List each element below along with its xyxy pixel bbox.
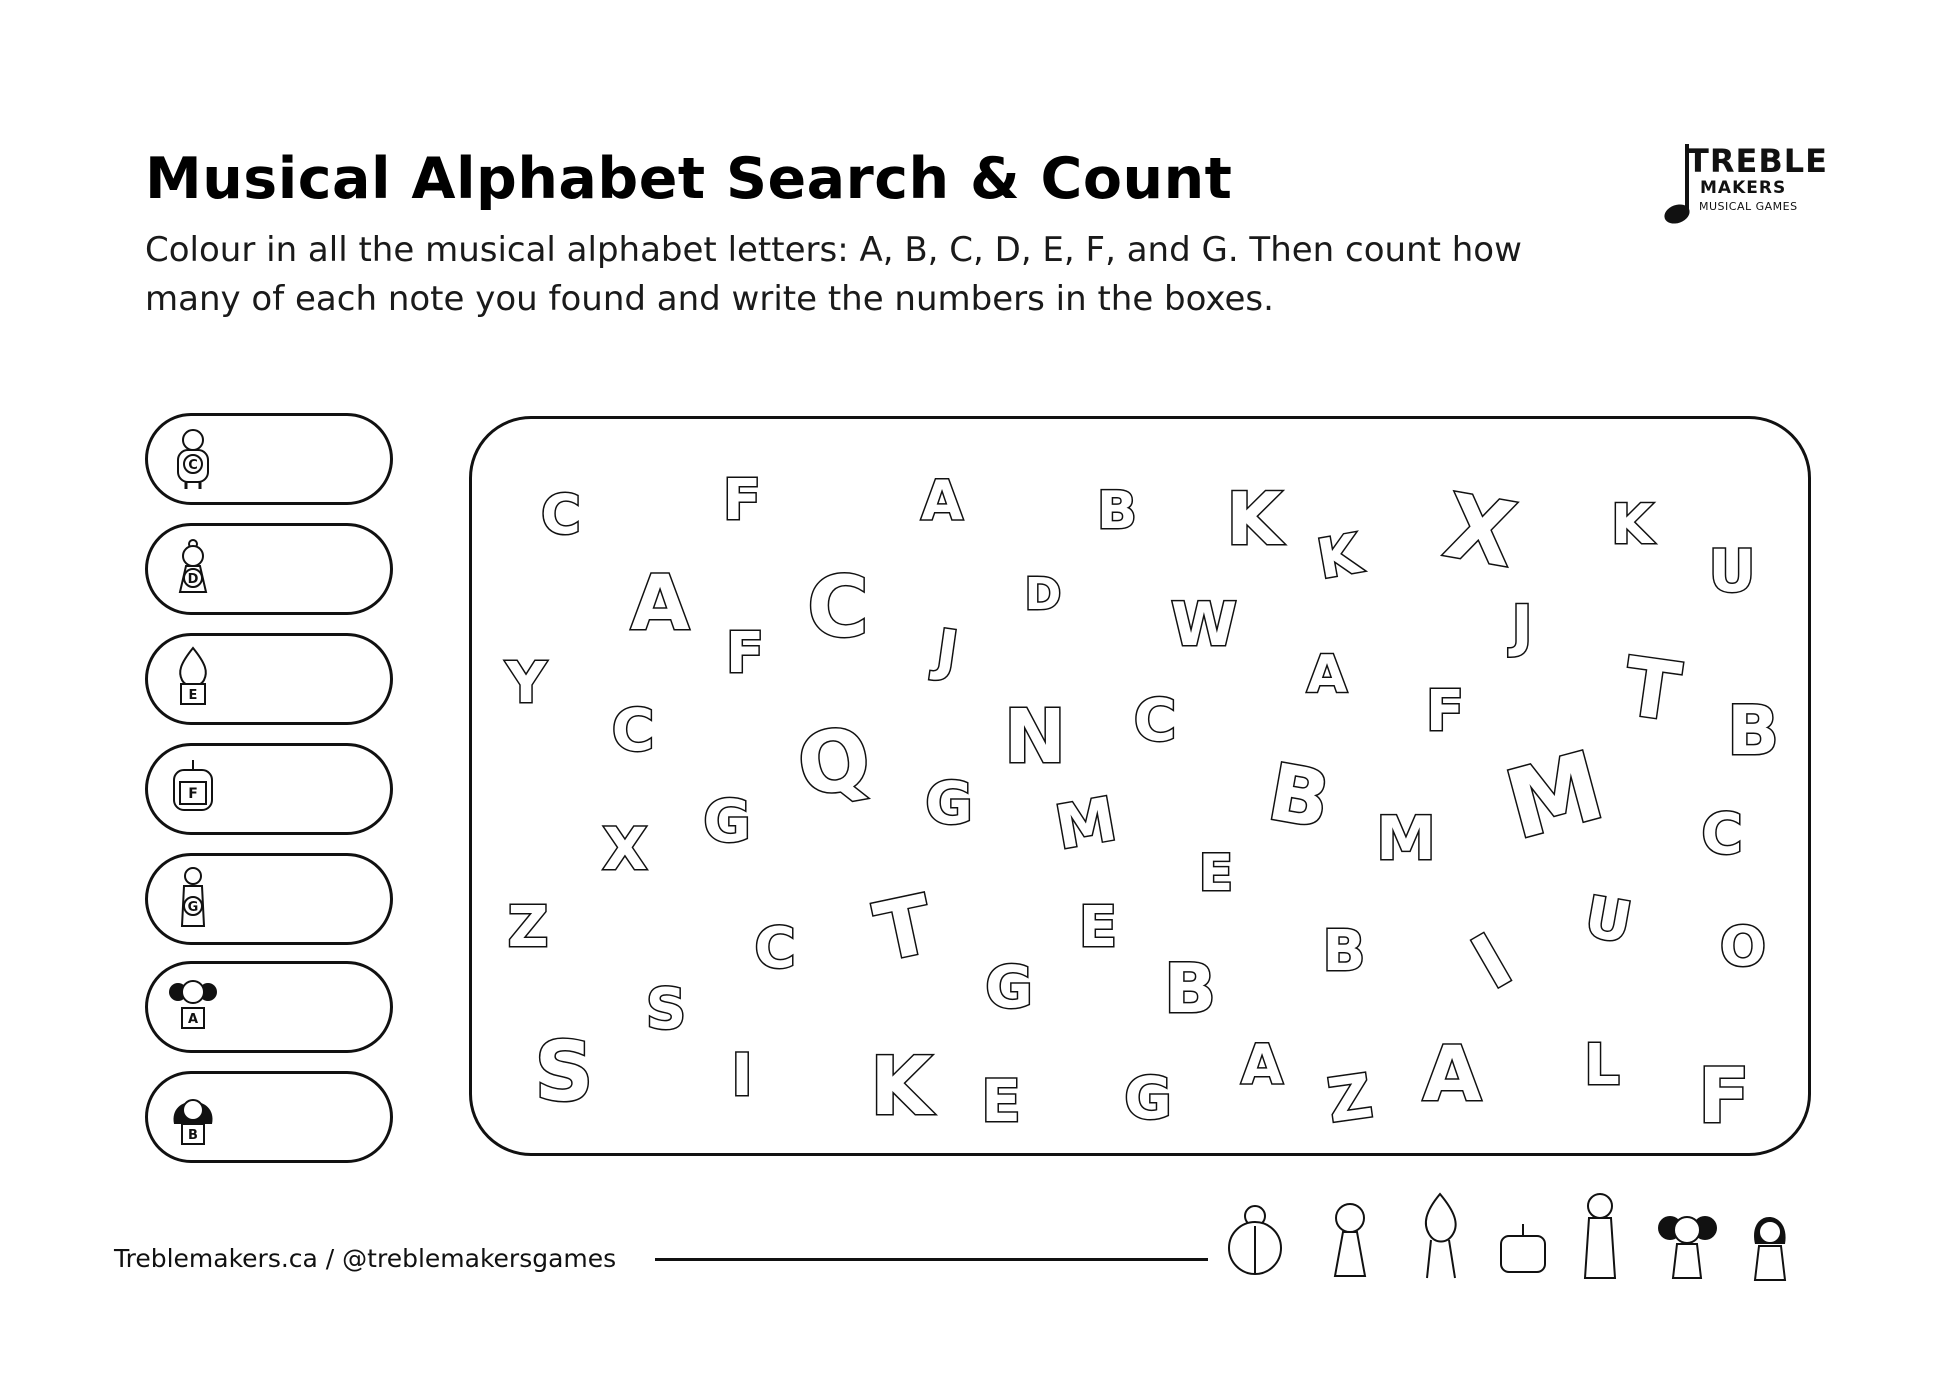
letter-a[interactable]: A [1422,1029,1482,1118]
instructions-text: Colour in all the musical alphabet letters: A, B, C, D, E, F, and G. Then count how many of each note you found and write the numbers in the boxes. [145,230,1522,319]
count-entry-b[interactable] [248,1096,360,1140]
treblemakers-logo [1655,140,1828,230]
badge-letter-g: G [187,900,199,915]
count-entry-d[interactable] [248,548,360,592]
letter-b[interactable]: B [1164,950,1216,1029]
letter-l[interactable]: L [1584,1033,1620,1098]
letter-z[interactable]: Z [507,895,549,960]
letter-c[interactable]: C [1701,802,1743,867]
letter-a[interactable]: A [630,558,690,647]
letter-j[interactable]: J [1511,594,1533,659]
page-title: Musical Alphabet Search & Count [145,146,1233,212]
letter-g[interactable]: G [703,787,751,855]
letter-k[interactable]: K [870,1040,932,1133]
count-box-f [145,743,393,835]
droplet-character-icon [1426,1194,1456,1278]
character-c-icon [160,426,226,492]
letter-a[interactable]: A [1241,1033,1283,1096]
letter-m[interactable]: M [1050,784,1122,864]
count-box-d [145,523,393,615]
count-entry-c[interactable] [248,438,360,482]
letter-c[interactable]: C [1133,686,1177,754]
character-d-icon [160,536,226,602]
letter-m[interactable]: M [1376,804,1436,874]
letter-k[interactable]: K [1226,477,1282,561]
letter-f[interactable]: F [1425,679,1465,744]
letter-j[interactable]: J [932,617,962,686]
letter-x[interactable]: X [1437,473,1523,588]
letter-u[interactable]: U [1580,884,1637,957]
count-entry-a[interactable] [248,986,360,1030]
logo-line-3: MUSICAL GAMES [1699,200,1798,213]
letter-a[interactable]: A [1306,645,1348,705]
letter-b[interactable]: B [1727,692,1779,771]
character-a-icon [160,974,226,1040]
letter-i[interactable]: I [731,1041,753,1109]
dark-hair-character-icon [1754,1217,1786,1280]
letter-e[interactable]: E [1198,844,1234,902]
character-g-icon [160,866,226,932]
letter-f[interactable]: F [1698,1051,1750,1140]
badge-letter-c: C [188,458,198,473]
letter-b[interactable]: B [1097,481,1137,541]
count-box-a [145,961,393,1053]
letter-b[interactable]: B [1322,919,1366,984]
character-lineup [1225,1188,1815,1288]
letter-x[interactable]: X [602,815,648,883]
tall-character-icon [1585,1194,1615,1278]
footer-divider [655,1258,1208,1261]
letter-z[interactable]: Z [1323,1061,1377,1137]
count-box-e [145,633,393,725]
letter-t[interactable]: T [867,877,941,980]
letter-e[interactable]: E [981,1067,1021,1135]
letter-g[interactable]: G [925,769,973,837]
badge-letter-e: E [188,688,198,703]
letter-g[interactable]: G [1124,1064,1172,1132]
robot-character-icon [1501,1224,1545,1272]
letter-e[interactable]: E [1078,895,1118,960]
badge-letter-b: B [188,1128,198,1143]
count-box-b [145,1071,393,1163]
letter-n[interactable]: N [1004,694,1066,780]
princess-character-icon [1335,1204,1365,1276]
letter-k[interactable]: K [1312,521,1365,592]
letter-b[interactable]: B [1261,747,1337,847]
logo-line-2: MAKERS [1700,178,1787,198]
footer-credit: Treblemakers.ca / @treblemakersgames [114,1244,617,1273]
letter-g[interactable]: G [985,953,1033,1021]
letter-d[interactable]: D [1024,569,1062,620]
letter-a[interactable]: A [921,469,963,532]
count-box-g [145,853,393,945]
letter-u[interactable]: U [1708,537,1756,605]
character-f-icon [160,756,226,822]
logo-line-1: TREBLE [1687,142,1828,180]
letter-q[interactable]: Q [790,707,878,817]
letter-f[interactable]: F [725,621,765,686]
badge-letter-d: D [187,572,199,587]
character-e-icon [160,646,226,712]
letter-k[interactable]: K [1611,493,1653,556]
letter-i[interactable]: I [1458,917,1526,1007]
count-entry-g[interactable] [248,878,360,922]
badge-letter-f: F [188,786,198,802]
count-entry-f[interactable] [248,768,360,812]
letter-c[interactable]: C [541,483,581,546]
letter-c[interactable]: C [754,916,796,981]
badge-letter-a: A [187,1012,199,1027]
pig-character-icon [1229,1206,1281,1274]
letter-s[interactable]: S [534,1025,594,1120]
count-entry-e[interactable] [248,658,360,702]
letter-f[interactable]: F [722,468,762,533]
letter-c[interactable]: C [807,558,869,656]
letter-c[interactable]: C [611,696,655,764]
letter-m[interactable]: M [1495,731,1615,862]
letter-w[interactable]: W [1170,590,1238,660]
letter-o[interactable]: O [1720,915,1766,978]
curly-hair-character-icon [1658,1216,1717,1278]
letter-search-board [469,416,1811,1156]
count-box-c [145,413,393,505]
letter-y[interactable]: Y [505,651,547,716]
letter-s[interactable]: S [645,977,687,1042]
character-b-icon [160,1084,226,1150]
letter-t[interactable]: T [1618,639,1686,740]
